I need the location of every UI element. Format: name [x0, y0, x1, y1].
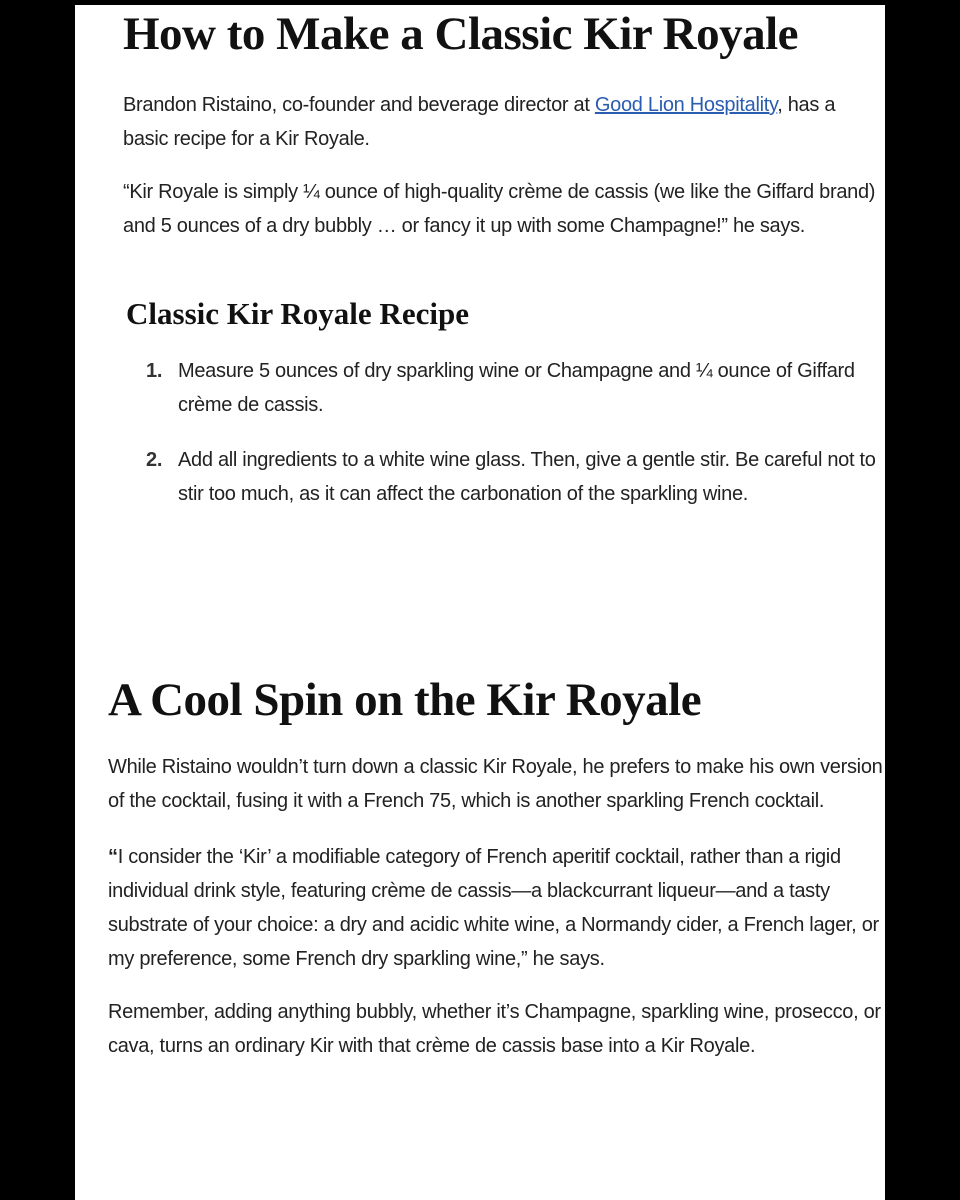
intro-text-end: , has a basic recipe for a Kir Royale.	[123, 94, 836, 150]
recipe-steps-list	[123, 354, 883, 511]
step-text: Add all ingredients to a white wine glass. Then, give a gentle stir. Be careful not to stir too much, as it can affect the carbonation of the sparkling wine.	[178, 449, 876, 505]
article-section-spin	[108, 673, 883, 1063]
open-quote-mark: “	[108, 846, 118, 868]
recipe-heading: Classic Kir Royale Recipe	[126, 296, 469, 331]
article-title: How to Make a Classic Kir Royale	[123, 8, 799, 60]
article-section-classic	[123, 5, 883, 532]
quote-paragraph: “Kir Royale is simply ¼ ounce of high-quality crème de cassis (we like the Giffard brand) and 5 ounces of a dry bubbly … or fancy it up with some Champagne!” he says.	[123, 181, 876, 237]
quote-text: I consider the ‘Kir’ a modifiable category of French aperitif cocktail, rather than a rigid individual drink style, featuring crème de cassis—a blackcurrant liqueur—and a tasty substrate of your choice: a dry and acidic white wine, a Normandy cider, a French lager, or my preference, some French dry sparkling wine,” he says.	[108, 846, 879, 970]
body-paragraph: While Ristaino wouldn’t turn down a classic Kir Royale, he prefers to make his own version of the cocktail, fusing it with a French 75, which is another sparkling French cocktail.	[108, 756, 883, 812]
intro-paragraph	[123, 88, 883, 156]
recipe-step	[146, 443, 883, 511]
recipe-step	[146, 354, 883, 422]
good-lion-hospitality-link[interactable]: Good Lion Hospitality	[594, 94, 778, 116]
intro-text: Brandon Ristaino, co-founder and beverage director at	[123, 94, 595, 116]
step-number: 1.	[146, 360, 163, 382]
body-paragraph: Remember, adding anything bubbly, whether it’s Champagne, sparkling wine, prosecco, or cava, turns an ordinary Kir with that crème de cassis base into a Kir Royale.	[108, 1001, 881, 1057]
section-heading: A Cool Spin on the Kir Royale	[108, 674, 702, 726]
step-text: Measure 5 ounces of dry sparkling wine or Champagne and ¼ ounce of Giffard crème de cassis.	[178, 360, 855, 416]
article-page	[75, 5, 885, 1200]
quote-paragraph	[108, 840, 883, 976]
step-number: 2.	[146, 449, 163, 471]
